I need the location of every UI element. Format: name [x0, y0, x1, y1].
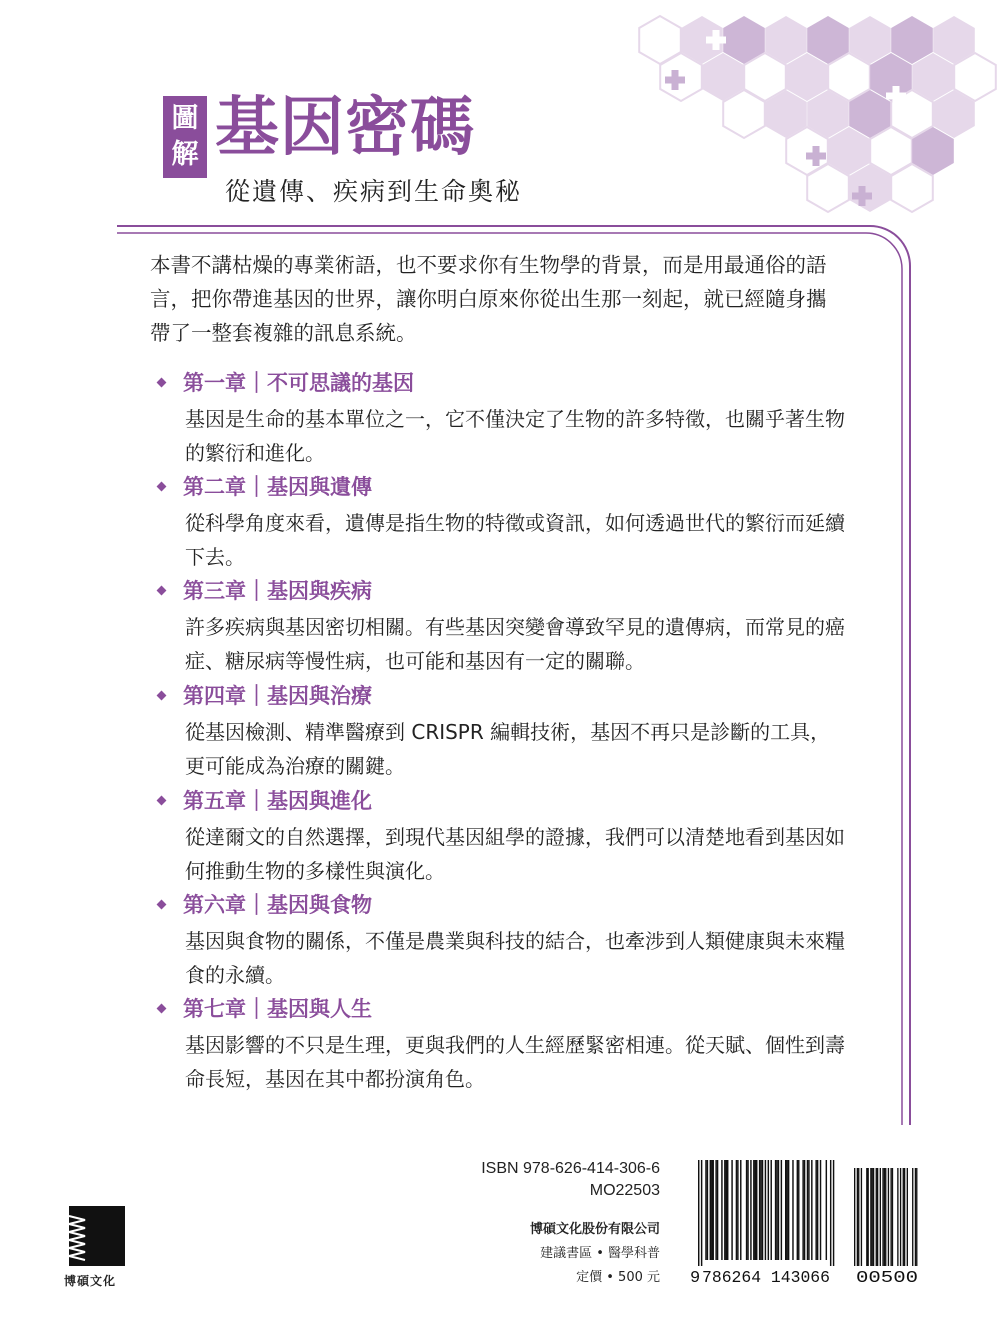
barcode-bar — [788, 1160, 789, 1260]
barcode-bar — [876, 1168, 877, 1266]
barcode-bar — [903, 1168, 904, 1266]
diamond-bullet-icon — [157, 585, 167, 595]
barcode-bar — [726, 1160, 727, 1260]
barcode-bar — [759, 1160, 760, 1260]
diamond-bullet-icon — [157, 1003, 167, 1013]
publisher-info — [440, 1218, 660, 1290]
intro-paragraph: 本書不講枯燥的專業術語，也不要求你有生物學的背景，而是用最通俗的語言，把你帶進基因的世界，讓你明白原來你從出生那一刻起，就已經隨身攜帶了一整套複雜的訊息系統。 — [150, 253, 827, 345]
barcode-bar — [792, 1160, 793, 1260]
barcode-bar — [785, 1160, 786, 1260]
barcode-bar — [866, 1168, 867, 1266]
diamond-bullet-icon — [157, 377, 167, 387]
barcode-bar — [884, 1168, 885, 1266]
chapter-item-7 — [155, 990, 845, 1096]
barcode-bar — [737, 1160, 738, 1260]
chapter-title: 第六章｜基因與食物 — [183, 892, 372, 917]
barcode-bar — [756, 1160, 757, 1260]
barcode-bar — [705, 1160, 706, 1260]
chapter-heading — [155, 468, 845, 504]
barcode-bar — [916, 1168, 917, 1266]
publisher-logo-text: 博碩文化 — [64, 1274, 117, 1288]
barcode-bar — [740, 1160, 741, 1260]
barcode-bar — [872, 1168, 873, 1266]
chapter-description: 從科學角度來看，遺傳是指生物的特徵或資訊，如何透過世代的繁衍而延續下去。 — [185, 511, 845, 569]
barcode-bar — [807, 1160, 808, 1260]
barcode-bar — [760, 1160, 761, 1260]
barcode-bar — [808, 1160, 809, 1260]
chapter-title: 第三章｜基因與疾病 — [183, 578, 372, 603]
barcode-bar — [746, 1160, 747, 1260]
barcode-bar — [727, 1160, 728, 1260]
barcode-bar — [892, 1168, 893, 1266]
barcode-bar — [753, 1160, 754, 1260]
book-subtitle: 從遺傳、疾病到生命奧秘 — [225, 177, 523, 206]
barcode-bar — [912, 1168, 913, 1266]
barcode-bar — [820, 1160, 821, 1260]
barcode-bar — [888, 1168, 889, 1266]
barcode-bar — [786, 1160, 787, 1260]
barcode-bar — [721, 1160, 722, 1260]
chapter-description: 基因是生命的基本單位之一，它不僅決定了生物的許多特徵，也關乎著生物的繁衍和進化。 — [185, 407, 845, 465]
barcode-digit-prefix: 9 — [690, 1269, 701, 1288]
barcode-bar — [765, 1160, 766, 1260]
barcode-bar — [802, 1160, 803, 1260]
chapter-description: 基因與食物的關係，不僅是農業與科技的結合，也牽涉到人類健康與未來糧食的永續。 — [185, 929, 845, 987]
barcode-bar — [804, 1160, 805, 1260]
barcode-digits-main: 786264 143066 — [702, 1269, 830, 1288]
barcode-bar — [817, 1160, 818, 1260]
barcode-bar — [707, 1160, 708, 1260]
barcode-bar — [854, 1168, 855, 1266]
title-tag-char-1: 圖 — [171, 103, 199, 134]
book-category: 建議書區 • 醫學科普 — [540, 1246, 660, 1261]
chapter-heading — [155, 782, 845, 818]
chapter-title: 第二章｜基因與遺傳 — [183, 474, 372, 499]
barcode-bar — [830, 1160, 831, 1266]
barcode-bar — [873, 1168, 874, 1266]
diamond-bullet-icon — [157, 795, 167, 805]
barcode-bar — [868, 1168, 869, 1266]
chapter-description: 許多疾病與基因密切相關。有些基因突變會導致罕見的遺傳病，而常見的癌症、糖尿病等慢性病，也可能和基因有一定的關聯。 — [185, 615, 845, 673]
chapter-heading — [155, 886, 845, 922]
chapter-title: 第七章｜基因與人生 — [183, 996, 372, 1021]
book-price: 定價 • 500 元 — [576, 1270, 660, 1285]
barcode-bar — [882, 1168, 883, 1266]
chapter-item-3 — [155, 572, 845, 678]
barcode-bar — [826, 1160, 827, 1260]
barcode-bar — [710, 1160, 711, 1260]
chapter-heading — [155, 677, 845, 713]
barcode-bar — [750, 1160, 751, 1260]
barcode-bar — [811, 1160, 812, 1260]
barcode-bar — [711, 1160, 712, 1260]
chapter-description: 從基因檢測、精準醫療到 CRISPR 編輯技術，基因不再只是診斷的工具，更可能成為治療的關鍵。 — [185, 720, 831, 778]
barcode-bar — [890, 1168, 891, 1266]
barcode-bar — [724, 1160, 725, 1260]
barcode-bar — [798, 1160, 799, 1260]
barcode-bar — [815, 1160, 816, 1260]
barcode-bar — [857, 1168, 858, 1266]
barcode-bar — [897, 1168, 898, 1266]
barcode-bars-addon — [854, 1168, 917, 1266]
barcode-bar — [915, 1168, 916, 1266]
barcode-bar — [762, 1160, 763, 1260]
product-code: MO22503 — [589, 1182, 660, 1199]
barcode-bar — [736, 1160, 737, 1260]
barcode-bar — [713, 1160, 714, 1260]
barcode-bar — [900, 1168, 901, 1266]
isbn-number: ISBN 978-626-414-306-6 — [481, 1160, 660, 1177]
diamond-bullet-icon — [157, 481, 167, 491]
chapter-heading — [155, 990, 845, 1026]
isbn-block — [440, 1158, 660, 1202]
chapter-item-6 — [155, 886, 845, 992]
chapter-title: 第四章｜基因與治療 — [183, 683, 372, 708]
barcode-bar — [768, 1160, 769, 1260]
chapter-description: 基因影響的不只是生理，更與我們的人生經歷緊密相連。從天賦、個性到壽命長短，基因在其中都扮演角色。 — [185, 1033, 845, 1091]
barcode-bar — [833, 1160, 834, 1266]
barcode-bar — [858, 1168, 859, 1266]
barcode-bar — [904, 1168, 905, 1266]
diamond-bullet-icon — [157, 899, 167, 909]
chapter-item-4 — [155, 677, 845, 783]
chapter-item-1 — [155, 364, 845, 470]
barcode-bar — [701, 1160, 702, 1266]
chapter-item-2 — [155, 468, 845, 574]
barcode-bar — [755, 1160, 756, 1260]
barcode-digits-addon: 00500 — [856, 1269, 918, 1288]
chapter-description: 從達爾文的自然選擇，到現代基因組學的證據，我們可以清楚地看到基因如何推動生物的多樣性與演化。 — [185, 825, 845, 883]
barcode-bar — [870, 1168, 871, 1266]
chapter-heading — [155, 572, 845, 608]
chapter-title: 第一章｜不可思議的基因 — [183, 370, 414, 395]
diamond-bullet-icon — [157, 690, 167, 700]
title-tag-char-2: 解 — [171, 139, 199, 170]
barcode-bar — [731, 1160, 732, 1260]
barcode-bar — [781, 1160, 782, 1260]
barcode-bar — [861, 1168, 862, 1266]
barcode-bar — [778, 1160, 779, 1260]
chapter-heading — [155, 364, 845, 400]
barcode-bar — [698, 1160, 699, 1266]
book-title: 基因密碼 — [215, 90, 475, 165]
barcode-bar — [771, 1160, 772, 1260]
barcode-bars-main — [698, 1160, 834, 1266]
isbn-barcode — [688, 1160, 928, 1288]
barcode-bar — [797, 1160, 798, 1260]
barcode-bar — [717, 1160, 718, 1260]
barcode-bar — [877, 1168, 878, 1266]
barcode-bar — [885, 1168, 886, 1266]
publisher-name: 博碩文化股份有限公司 — [529, 1222, 660, 1237]
chapter-item-5 — [155, 782, 845, 888]
barcode-bar — [776, 1160, 777, 1260]
barcode-bar — [775, 1160, 776, 1260]
barcode-bar — [747, 1160, 748, 1260]
barcode-bar — [715, 1160, 716, 1260]
barcode-bar — [907, 1168, 908, 1266]
publisher-logo-icon — [65, 1206, 125, 1266]
chapter-title: 第五章｜基因與進化 — [183, 788, 372, 813]
barcode-bar — [880, 1168, 881, 1266]
